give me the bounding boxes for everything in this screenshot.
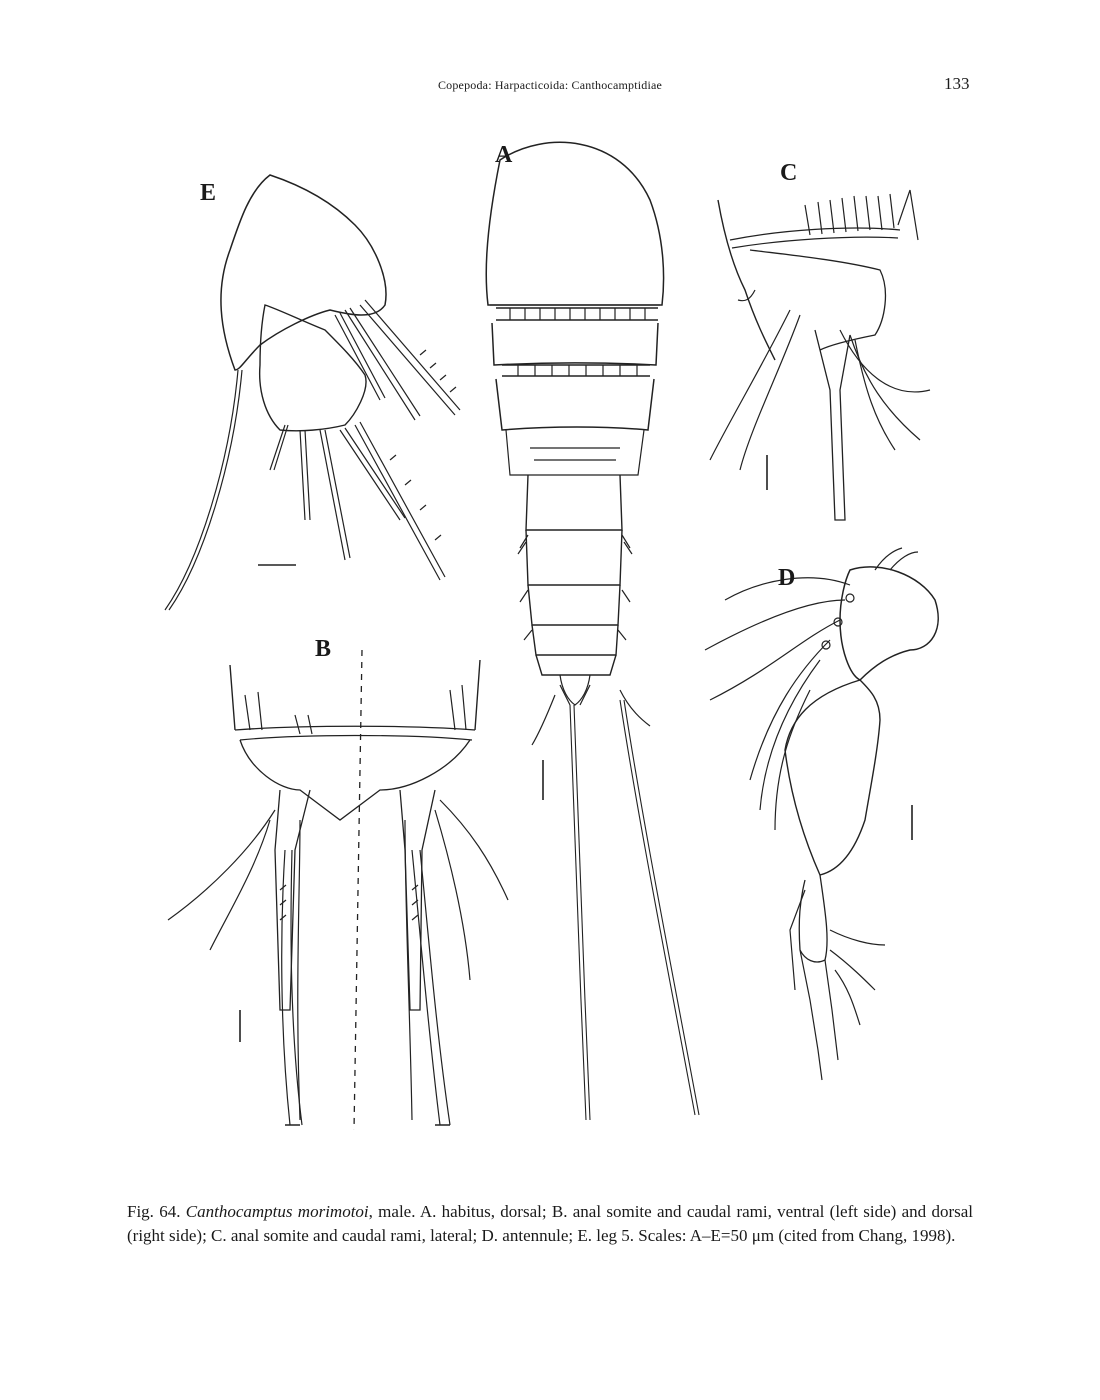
caption-prefix: Fig. 64. — [127, 1202, 181, 1221]
panel-label-d: D — [778, 565, 796, 591]
panel-label-e: E — [200, 180, 217, 206]
panel-d-drawing — [705, 548, 938, 1080]
panel-c-drawing — [710, 190, 930, 520]
panel-label-c: C — [780, 160, 798, 186]
figure-plate — [150, 130, 960, 1170]
panel-a-drawing — [486, 142, 699, 1120]
panel-e-drawing — [165, 175, 460, 610]
running-head: Copepoda: Harpacticoida: Canthocamptidiae — [437, 78, 663, 92]
caption-scales: Scales: A–E=50 μm (cited from Chang, 1998). — [638, 1226, 956, 1245]
caption-species: Canthocamptus morimotoi — [185, 1202, 369, 1221]
figure-drawing — [150, 130, 960, 1170]
panel-label-a: A — [495, 142, 513, 168]
figure-caption — [127, 1200, 973, 1248]
panel-label-b: B — [315, 636, 332, 662]
caption-description: , male. A. habitus, dorsal; B. anal somite and caudal rami, ventral (left side) and dorsal (right side); C. anal somite and caudal rami, lateral; D. antennule; E. leg 5. — [127, 1202, 973, 1245]
panel-b-drawing — [168, 650, 508, 1130]
page-number: 133 — [944, 74, 970, 93]
